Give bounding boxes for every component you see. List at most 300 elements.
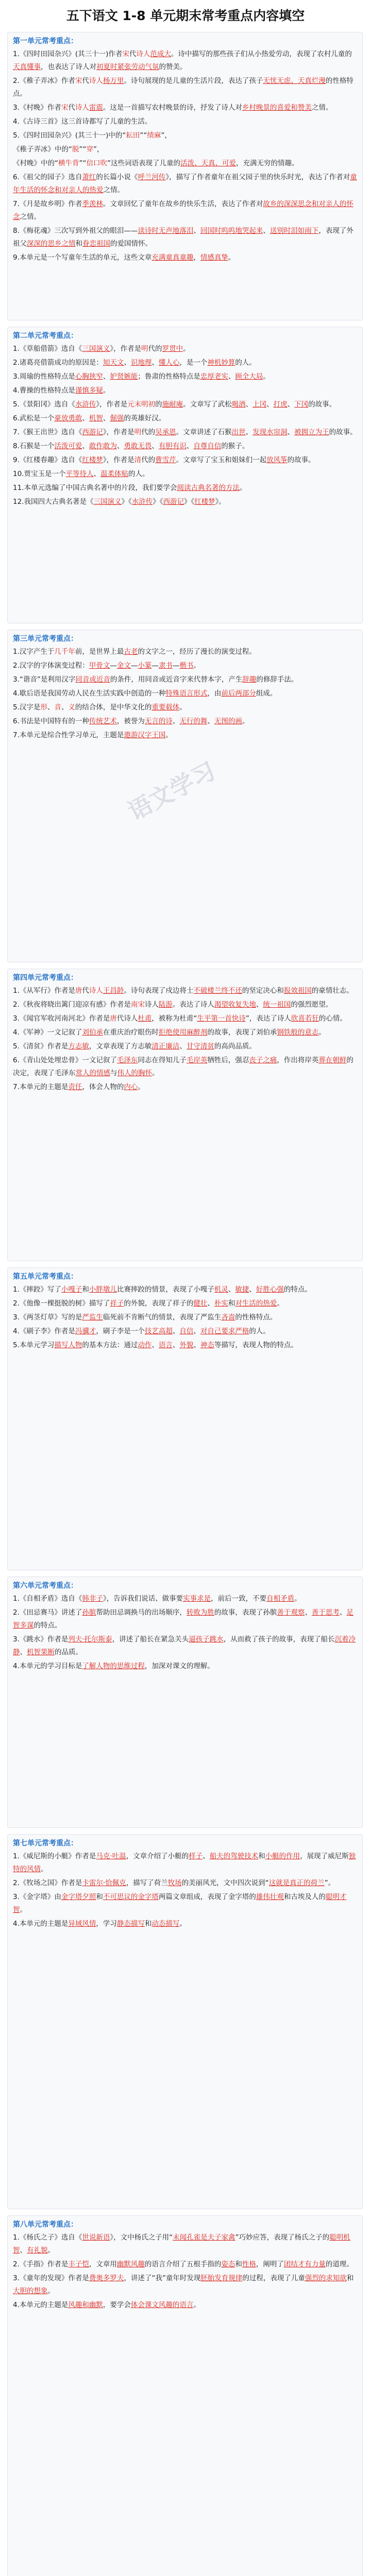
item-text: 1.《从军行》作者是	[13, 987, 75, 995]
item-text: 和	[144, 1920, 152, 1928]
list-item	[13, 1660, 357, 1673]
answer-text: 世说新语	[82, 2233, 110, 2242]
item-text: 在重庆治疗眼伤时	[103, 1028, 159, 1037]
item-text: 、	[116, 442, 124, 450]
item-text: 。	[242, 717, 249, 725]
item-text: ，	[193, 253, 200, 262]
answer-text: 神态	[200, 1341, 214, 1349]
list-item	[13, 171, 357, 197]
item-text: 代	[68, 104, 75, 112]
item-text: 、	[193, 227, 200, 235]
item-text: 、	[203, 1852, 210, 1860]
item-text: 。	[20, 1906, 27, 1914]
answer-text: 不破楼兰终不还	[193, 987, 242, 995]
answer-text: 横牛背	[58, 159, 79, 167]
list-item	[13, 426, 357, 439]
answer-text: 毛岸英	[186, 1056, 208, 1064]
answer-text: 阅读古典名著的方法	[177, 484, 240, 492]
item-text: 和古埃及人的	[283, 1893, 326, 1901]
item-text: —	[151, 662, 159, 670]
item-text: 、	[256, 1001, 263, 1009]
answer-text: 机智	[89, 414, 103, 422]
answer-text: 风趣和幽默	[68, 2301, 103, 2309]
item-text: —	[130, 662, 138, 670]
item-text: 。文章写了宝玉和姐妹们一起	[176, 456, 267, 464]
answer-text: 足智多谋	[13, 1608, 353, 1630]
item-text: 的过程，表现了儿童	[242, 2274, 305, 2282]
item-text: 。	[179, 1920, 187, 1928]
answer-text: 无言的诗	[144, 717, 173, 725]
item-text: 5.《四时田园杂兴》(其三十一)中的“	[13, 131, 126, 140]
list-item	[13, 115, 357, 128]
item-text: 4.《军神》一文记叙了	[13, 1028, 82, 1037]
answer-text: 拒绝使用麻醉剂	[158, 1028, 208, 1037]
list-item	[13, 384, 357, 397]
answer-text: 机灵	[214, 1285, 228, 1294]
item-text: ，从而救了孩子的故事，表现了船长	[223, 1635, 335, 1643]
answer-text: 健壮	[193, 1299, 208, 1308]
answer-text: 动作	[138, 1341, 152, 1349]
item-text: 6.《青山处处埋忠骨》一文记叙了	[13, 1056, 117, 1064]
answer-text: 出世	[231, 428, 246, 436]
answer-text: 乡村晚景的喜爱和赞美	[242, 104, 312, 112]
item-text: 的猴子。	[221, 442, 249, 450]
item-text: ，充满无穷的情趣。	[236, 159, 299, 167]
item-text: 2.《田忌赛马》讲述了	[13, 1608, 82, 1617]
answer-text: 回国时呜呜地哭起来	[200, 227, 263, 235]
item-text: 之情。	[103, 186, 124, 194]
answer-text: 勇敢无畏	[124, 442, 152, 450]
answer-text: 送别时泪如雨下	[269, 227, 319, 235]
item-text: 、	[249, 1285, 256, 1294]
page-title: 五下语文 1-8 单元期末常考重点内容填空	[66, 8, 305, 23]
answer-text: 无图的画	[214, 717, 242, 725]
item-text: 4.本单元的主题是	[13, 1920, 69, 1928]
item-text: 和	[235, 2260, 242, 2268]
item-text: 。	[41, 1865, 48, 1873]
item-text: 9.《红楼春趣》选自《	[13, 456, 82, 464]
item-text: 。	[239, 484, 247, 492]
answer-text: 红楼梦	[82, 456, 103, 464]
answer-text: 无忧无虑、天真烂漫	[263, 77, 326, 85]
item-text: 1.汉字产生于	[13, 648, 55, 656]
item-text: 、	[82, 442, 89, 450]
answer-text: 丰子恺	[68, 2260, 89, 2268]
item-text: 的人。	[235, 359, 256, 367]
answer-text: 未闻孔雀是夫子家禽	[173, 2233, 235, 2242]
answer-text: 忠厚老实	[200, 372, 228, 381]
answer-text: 小篆	[138, 662, 152, 670]
item-text: 的性格特点。	[13, 77, 353, 98]
answer-text: 杨万里	[103, 77, 124, 85]
item-text: 、	[151, 1341, 159, 1349]
list-item	[13, 998, 357, 1011]
item-text: ，描写了荷兰	[126, 1879, 168, 1887]
answer-text: 自尊自信	[193, 442, 222, 450]
list-item	[13, 1850, 357, 1876]
item-text: 11.本单元选编了中国古典名著中的片段，我们要学会	[13, 484, 177, 492]
item-text: 。	[165, 731, 173, 739]
item-text: 的故事。	[329, 428, 357, 436]
answer-text: 不可思议的金字塔	[103, 1893, 159, 1901]
answer-text: 几千年	[54, 648, 75, 656]
item-text: 9.本单元是一个写童年生活的单元，这些文章	[13, 253, 152, 262]
item-text: 6.书法是中国特有的一种	[13, 717, 89, 725]
item-text: 。表达了诗人	[172, 1001, 214, 1009]
list-item	[13, 1325, 357, 1338]
answer-text: 陆游	[158, 1001, 173, 1009]
answer-text: 生平第一首快诗	[197, 1014, 246, 1023]
list-item	[13, 687, 357, 700]
answer-text: 自相矛盾	[266, 1595, 295, 1603]
item-text: 代诗人	[116, 1014, 138, 1023]
item-text: 的特点。	[283, 1285, 312, 1294]
list-item	[13, 1633, 357, 1659]
answer-text: 毛泽东	[116, 1056, 138, 1064]
answer-text: 钢铁般的意志	[277, 1028, 319, 1037]
answer-text: 西游记	[82, 428, 103, 436]
item-text: 5.汉字是	[13, 703, 41, 711]
list-item	[13, 412, 357, 425]
list-item	[13, 1339, 357, 1352]
answer-text: 西游记	[163, 498, 184, 506]
item-text: 。	[152, 1069, 159, 1077]
item-text: 》《	[121, 498, 132, 506]
answer-text: 转败为胜	[186, 1608, 214, 1617]
answer-text: 吝啬	[221, 1313, 235, 1321]
list-item	[13, 2258, 357, 2271]
answer-text: 强烈的求知欲	[305, 2274, 347, 2282]
item-text: 。	[47, 2246, 55, 2255]
item-text: 6.武松是一个	[13, 414, 55, 422]
unit-block	[7, 1577, 363, 1828]
answer-text: 胚胎发育规律	[200, 2274, 243, 2282]
item-text: 。诗句展现的是儿童的生活片段，表达了孩子	[124, 77, 263, 85]
item-text: 、	[207, 717, 214, 725]
item-text: 的豪情壮志。	[311, 987, 353, 995]
answer-text: 范成大	[150, 50, 171, 58]
item-text: 、	[172, 1341, 180, 1349]
item-text: 的故事，表现了刘伯承	[207, 1028, 277, 1037]
item-text: 的道理。	[325, 2260, 353, 2268]
answer-text: 水浒传	[131, 498, 153, 506]
item-text: 1.《四时田园杂兴》(其三十一)作者	[13, 50, 123, 58]
item-text: 、	[245, 400, 253, 409]
answer-text: 三国演义	[93, 498, 122, 506]
item-text: 、	[124, 359, 131, 367]
item-text: ，体会人物的	[82, 1083, 124, 1091]
answer-text: 水浒传	[75, 400, 96, 409]
list-item	[13, 1081, 357, 1094]
answer-text: 报效祖国	[283, 987, 312, 995]
list-item	[13, 251, 357, 264]
item-text: ，讲述了船长在紧急关头	[112, 1635, 189, 1643]
item-text: ，也表达了诗人对	[41, 63, 96, 71]
answer-text: 内心	[124, 1083, 138, 1091]
answer-text: 被拥立为王	[294, 428, 329, 436]
item-text: 》。	[215, 498, 226, 506]
item-text: 》《	[153, 498, 163, 506]
list-item	[13, 646, 357, 658]
answer-text: 谨慎多疑	[75, 386, 103, 395]
list-item	[13, 1891, 357, 1917]
list-item	[13, 1877, 357, 1890]
answer-text: 对自己要求严格	[200, 1327, 249, 1335]
answer-text: 清正廉洁	[151, 1042, 180, 1050]
item-text: 8.石猴是一个	[13, 442, 55, 450]
answer-text: 耘田	[126, 131, 140, 140]
item-text: ，加深对课文的理解。	[144, 1662, 214, 1670]
answer-text: 韩非子	[82, 1595, 103, 1603]
item-text: 之情。	[311, 104, 333, 112]
answer-text: 葬在朝鲜	[318, 1056, 347, 1064]
item-text: 1.《自相矛盾》选自《	[13, 1595, 82, 1603]
answer-text: 沉着冷静	[13, 1635, 356, 1656]
item-text: 2.《他像一棵挺脱的树》描写了	[13, 1299, 110, 1308]
item-text: ，被誉为	[116, 717, 145, 725]
answer-text: 船夫的驾驶技术	[209, 1852, 259, 1860]
item-text: 、	[263, 227, 270, 235]
item-text: 4.歇后语是我国劳动人民在生活实践中创造的一种	[13, 689, 166, 698]
item-text: 的品质。	[55, 1648, 82, 1656]
answer-text: 这就是真正的荷兰	[268, 1879, 325, 1887]
list-item	[13, 48, 357, 74]
answer-text: 童年生活的怀念和对亲人的热爱	[13, 173, 357, 194]
unit-block	[7, 1834, 363, 2209]
item-text: 和	[96, 1893, 103, 1901]
answer-text: 严监生	[82, 1313, 103, 1321]
list-item	[13, 496, 357, 509]
item-text: 临死前不肯断气的情景，表现了严监生	[103, 1313, 222, 1321]
answer-text: 活泼、天真、可爱	[180, 159, 236, 167]
item-text: 、	[47, 703, 55, 711]
item-text: 3.《闻官军收河南河北》作者是	[13, 1014, 110, 1023]
item-text: 5.本单元学习	[13, 1341, 55, 1349]
answer-text: 宋	[75, 77, 82, 85]
item-text: 的特点。	[33, 1621, 62, 1630]
item-text: 与	[110, 1069, 117, 1077]
item-text: 和	[258, 1852, 265, 1860]
answer-text: 有礼貌	[27, 2246, 48, 2255]
answer-text: 义	[68, 703, 75, 711]
item-text: 、	[186, 442, 194, 450]
answer-text: 伟人的胸怀	[117, 1069, 152, 1077]
answer-text: 牧场	[167, 1879, 182, 1887]
list-item	[13, 101, 357, 114]
item-text: 1.《威尼斯的小艇》作者是	[13, 1852, 96, 1860]
item-text: 》，作者是	[103, 428, 134, 436]
list-item	[13, 2272, 357, 2298]
list-item	[13, 1026, 357, 1039]
item-text: 。诗中描写的那些孩子们从小热爱劳动，表现了农村儿童的	[171, 50, 352, 58]
answer-text: 脱	[72, 145, 79, 154]
unit-heading: 第六单元常考重点：	[13, 1582, 78, 1590]
list-item	[13, 985, 357, 997]
item-text: 代的	[141, 428, 156, 436]
item-text: 的文字之一，经历了漫长的演变过程。	[138, 648, 256, 656]
list-item	[13, 468, 357, 481]
item-text: 。	[318, 1028, 326, 1037]
item-text: 、	[172, 1327, 180, 1335]
item-text: 的美丽风光，文中四次说到“	[181, 1879, 269, 1887]
unit-block	[7, 327, 363, 623]
answer-text: 知天文	[103, 359, 124, 367]
answer-text: 深深的思乡之情	[27, 240, 76, 248]
item-text: ”这些词语表现了儿童的	[107, 159, 180, 167]
answer-text: 独特的风情	[13, 1852, 356, 1873]
answer-text: 读诗时无声地落泪	[138, 227, 194, 235]
item-text: 的人。	[128, 470, 149, 478]
item-text: ，前后一致，不要	[211, 1595, 267, 1603]
answer-text: 朴实	[214, 1299, 228, 1308]
answer-text: 红楼梦	[194, 498, 215, 506]
answer-text: 明	[134, 428, 142, 436]
item-text: ，刷子李是一个	[96, 1327, 145, 1335]
item-text: 。这是一首描写农村晚景的诗，抒发了诗人对	[103, 104, 242, 112]
item-text: ”，	[161, 131, 172, 140]
answer-text: 传统艺术	[89, 717, 117, 725]
answer-text: 下冈	[294, 400, 309, 409]
item-text: 和	[228, 1299, 235, 1308]
item-text: ”巧妙应答，表现了杨氏之子的	[235, 2233, 330, 2242]
answer-text: 外貌	[179, 1341, 194, 1349]
item-text: 。	[183, 345, 190, 353]
answer-text: 刘伯承	[82, 1028, 103, 1037]
answer-text: 曹雪芹	[155, 456, 176, 464]
answer-text: 上冈	[252, 400, 267, 409]
list-item	[13, 1592, 357, 1605]
answer-text: 善于观察	[277, 1608, 305, 1617]
item-text: 、	[103, 372, 110, 381]
answer-text: 异域风情	[68, 1920, 96, 1928]
answer-text: 温柔体贴	[100, 470, 128, 478]
answer-text: 天真懂事	[13, 63, 41, 71]
item-text: 2.《牧场之国》作者是	[13, 1879, 82, 1887]
answer-text: 元末明初	[127, 400, 156, 409]
item-text: 1.《杨氏之子》选自《	[13, 2233, 82, 2242]
item-text: ”“	[79, 145, 87, 154]
item-text: 、	[61, 703, 69, 711]
item-text: 4.本单元的主题是	[13, 2301, 69, 2309]
item-text: 的外貌，表现了祥子的	[124, 1299, 194, 1308]
item-text: 的人。	[249, 1327, 270, 1335]
answer-text: 渴望收复失地	[214, 1001, 256, 1009]
item-text: 的	[155, 400, 162, 409]
answer-text: 语言	[158, 1341, 173, 1349]
answer-text: 懂人心	[158, 359, 180, 367]
answer-text: 季羡林	[82, 200, 103, 208]
answer-text: 罗贯中	[162, 345, 183, 353]
answer-text: 故乡的深深思念和对亲人的怀念	[13, 200, 353, 221]
answer-text: 方志敏	[68, 1042, 89, 1050]
list-item	[13, 2299, 357, 2312]
item-text: ，文章用	[89, 2260, 117, 2268]
item-text: 》，作者是	[110, 345, 142, 353]
answer-text: 神机妙算	[207, 359, 235, 367]
item-text: 的故事，表现了孙膑	[214, 1608, 277, 1617]
list-item	[13, 129, 357, 142]
answer-text: 幽默风趣	[116, 2260, 145, 2268]
unit-heading: 第三单元常考重点：	[13, 635, 78, 643]
answer-text: 同音或近音	[75, 675, 110, 684]
answer-text: 活泼可爱	[54, 442, 82, 450]
item-text: 4.曹操的性格特点是	[13, 386, 75, 395]
item-text: ”。	[324, 1879, 335, 1887]
answer-text: 呼兰河传	[138, 173, 166, 181]
list-item	[13, 357, 357, 369]
item-text: 》《	[183, 498, 195, 506]
answer-text: 诗人	[89, 77, 103, 85]
item-text: 4.《古诗三首》这三首诗都写了儿童的生活。	[13, 117, 152, 126]
answer-text: 放风筝	[266, 456, 288, 464]
item-text: 1.《草船借箭》选自《	[13, 345, 82, 353]
item-text: 的强烈愿望。	[291, 1001, 333, 1009]
item-text: 牺牲后，强忍	[207, 1056, 249, 1064]
item-text: 。	[228, 253, 235, 262]
answer-text: 列夫·托尔斯泰	[68, 1635, 112, 1643]
answer-text: 音	[54, 703, 61, 711]
answer-text: 明	[141, 345, 148, 353]
item-text: 的长篇小说《	[96, 173, 138, 181]
item-text: 7.《猴王出世》选自《	[13, 428, 82, 436]
item-text: 代的	[148, 345, 162, 353]
answer-text: 辞趣	[242, 675, 257, 684]
watermark: 语文学习	[123, 756, 221, 826]
item-text: ”“	[79, 159, 87, 167]
item-text: 同志在得知儿子	[138, 1056, 187, 1064]
item-text: ；鲁肃的性格特点是	[138, 372, 200, 381]
item-text: ”“	[140, 131, 147, 140]
answer-text: 心胸狭窄	[75, 372, 103, 381]
list-item	[13, 370, 357, 383]
item-text: ，讲述了“我”童年时发现	[124, 2274, 201, 2282]
item-text: 10.贾宝玉是一个	[13, 470, 66, 478]
answer-text: 性格	[242, 2260, 256, 2268]
answer-text: 清	[134, 456, 142, 464]
item-text: 、	[93, 470, 100, 478]
item-text: 3.《村晚》作者	[13, 104, 61, 112]
item-text: 。文章回忆了童年在故乡的快乐生活，表达了作者对	[103, 200, 263, 208]
answer-text: 发现水帘洞	[252, 428, 288, 436]
list-item	[13, 701, 357, 714]
answer-text: 甘守清贫	[186, 1042, 214, 1050]
item-text: 组成。	[256, 689, 277, 698]
answer-text: 重要载体	[151, 703, 180, 711]
answer-text: 识地理	[130, 359, 152, 367]
item-text: ，文章介绍了小艇的	[126, 1852, 189, 1860]
item-text: 的心情。	[318, 1014, 347, 1023]
item-text: 1.《摔跤》写了	[13, 1285, 61, 1294]
answer-text: 样子	[189, 1852, 203, 1860]
list-item	[13, 75, 357, 100]
item-text: ”，表达了诗人	[245, 1014, 291, 1023]
list-item	[13, 715, 357, 728]
answer-text: 责任	[68, 1083, 82, 1091]
answer-text: 好胜心强	[256, 1285, 284, 1294]
item-text: 的结合体，是中华文化的	[75, 703, 152, 711]
item-text: 前，是世界上最	[75, 648, 124, 656]
item-text: 、	[193, 1341, 200, 1349]
list-item	[13, 1012, 357, 1025]
item-text: ，要学会	[103, 2301, 131, 2309]
unit-heading: 第七单元常考重点：	[13, 1839, 78, 1848]
answer-text: 诗人	[75, 104, 89, 112]
item-text: 3.《两茎灯草》写的是	[13, 1313, 82, 1321]
item-text: 。	[47, 2287, 55, 2295]
item-text: 7.《月是故乡明》作者	[13, 200, 82, 208]
answer-text: 平等待人	[65, 470, 94, 478]
answer-text: 穿	[86, 145, 93, 154]
